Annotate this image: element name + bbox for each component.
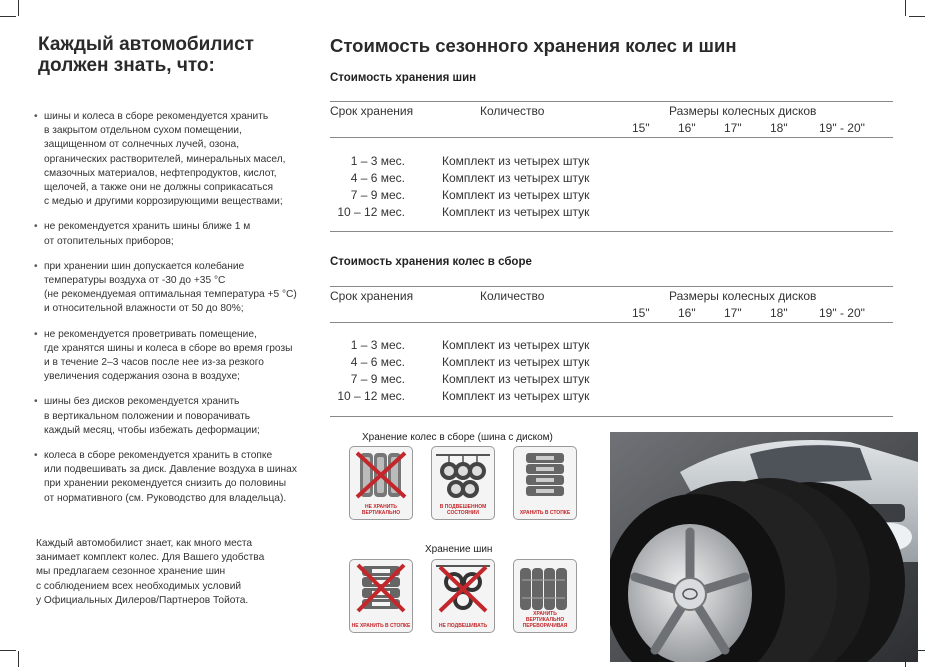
closing-paragraph: Каждый автомобилист знает, как много места занимает комплект колес. Для Вашего удобства мы предлагаем сезонное хранение шин с соблюдением всех необходимых условий у Официальных Дилеров/Партнеров Тойота. (36, 538, 265, 606)
table-rule (330, 286, 893, 287)
pictogram-caption: ХРАНИТЬ В СТОПКЕ (519, 510, 571, 516)
table-rule (330, 322, 893, 323)
size-18: 18" (770, 306, 788, 320)
section-title-tires: Стоимость хранения шин (330, 72, 477, 84)
row-period: 4 – 6 мес. (350, 171, 405, 185)
tip-item: • шины без дисков рекомендуется хранить в вертикальном положении и поворачивать каждый месяц, чтобы избежать деформации; (30, 395, 320, 438)
header-period: Срок хранения (330, 104, 414, 118)
stacked-wheels-icon (514, 447, 576, 519)
header-quantity: Количество (480, 104, 545, 118)
header-quantity: Количество (480, 289, 545, 303)
tire-stack-crossed-icon (350, 560, 412, 632)
row-quantity: Комплект из четырех штук (442, 205, 590, 219)
crop-mark (909, 16, 925, 17)
size-16: 16" (678, 121, 696, 135)
table-rule (330, 231, 893, 232)
pictogram-caption: НЕ ПОДВЕШИВАТЬ (438, 623, 488, 629)
row-quantity: Комплект из четырех штук (442, 355, 590, 369)
row-period: 1 – 3 мес. (350, 154, 405, 168)
tip-item: • не рекомендуется проветривать помещение, где хранятся шины и колеса в сборе во время грозы и в течение 2–3 часов после нее из-за резкого увеличения содержания озона в воздухе; (30, 328, 320, 385)
row-period: 4 – 6 мес. (350, 355, 405, 369)
tip-item: • при хранении шин допускается колебание температуры воздуха от -30 до +35 °С (не рекомендуемая оптимальная температура +5 °С) и относительной влажности от 50 до 80%; (30, 260, 320, 317)
tip-item: • не рекомендуется хранить шины ближе 1 м от отопительных приборов; (30, 220, 320, 248)
table-rule (330, 101, 893, 102)
row-period: 10 – 12 мес. (337, 389, 405, 403)
page-title: Стоимость сезонного хранения колес и шин (330, 35, 737, 56)
tire-storage-table (330, 101, 893, 226)
table-row (330, 205, 893, 222)
row-period: 7 – 9 мес. (350, 188, 405, 202)
table-rule (330, 416, 893, 417)
row-quantity: Комплект из четырех штук (442, 171, 590, 185)
table-row (330, 188, 893, 205)
pictogram-wheels-stack (513, 446, 577, 520)
pictogram-title-tires: Хранение шин (425, 544, 493, 555)
pictogram-caption: НЕ ХРАНИТЬ В СТОПКЕ (351, 623, 411, 629)
table-row (330, 154, 893, 171)
header-sizes: Размеры колесных дисков (669, 289, 817, 303)
pictogram-caption: ХРАНИТЬ ВЕРТИКАЛЬНО ПЕРЕВОРАЧИВАЯ (522, 611, 568, 629)
car-tires-image (610, 432, 918, 662)
sidebar (0, 0, 320, 667)
section-title-wheels: Стоимость хранения колес в сборе (330, 256, 532, 268)
table-row (330, 171, 893, 188)
sidebar-title: Каждый автомобилист должен знать, что: (38, 34, 254, 76)
row-quantity: Комплект из четырех штук (442, 389, 590, 403)
size-18: 18" (770, 121, 788, 135)
pictogram-wheels-not-vertical (349, 446, 413, 520)
size-17: 17" (724, 121, 742, 135)
tip-item: • колеса в сборе рекомендуется хранить в стопке или подвешивать за диск. Давление воздуха в шинах при хранении рекомендуется снизить до половины от нормативного (см. Руководство для владельца). (30, 449, 320, 506)
row-period: 7 – 9 мес. (350, 372, 405, 386)
table-row (330, 372, 893, 389)
pictogram-tires-no-hang (431, 559, 495, 633)
tip-item: • шины и колеса в сборе рекомендуется хранить в закрытом отдельном сухом помещении, защищенном от солнечных лучей, озона, органических растворителей, минеральных масел, смазочных материалов, нефтепродуктов, кислот, щелочей, а также они не должны соприкасаться с медью и другими коррозирующими веществами; (30, 110, 320, 209)
pictogram-caption: В ПОДВЕШЕННОМ СОСТОЯНИИ (439, 504, 487, 516)
row-quantity: Комплект из четырех штук (442, 372, 590, 386)
size-16: 16" (678, 306, 696, 320)
row-quantity: Комплект из четырех штук (442, 338, 590, 352)
table-row (330, 338, 893, 355)
size-19-20: 19" - 20" (819, 121, 865, 135)
tips-list (30, 110, 320, 517)
row-quantity: Комплект из четырех штук (442, 154, 590, 168)
size-15: 15" (632, 306, 650, 320)
row-quantity: Комплект из четырех штук (442, 188, 590, 202)
table-rule (330, 137, 893, 138)
table-row (330, 355, 893, 372)
table-row (330, 389, 893, 406)
tires-photo (610, 432, 918, 662)
row-period: 10 – 12 мес. (337, 205, 405, 219)
header-sizes: Размеры колесных дисков (669, 104, 817, 118)
wheel-storage-table (330, 286, 893, 411)
header-period: Срок хранения (330, 289, 414, 303)
pictogram-tires-vertical (513, 559, 577, 633)
size-15: 15" (632, 121, 650, 135)
size-17: 17" (724, 306, 742, 320)
pictogram-tires-no-stack (349, 559, 413, 633)
pictogram-caption: НЕ ХРАНИТЬ ВЕРТИКАЛЬНО (361, 504, 401, 516)
size-19-20: 19" - 20" (819, 306, 865, 320)
crop-mark (905, 0, 906, 16)
hanging-tires-crossed-icon (432, 560, 494, 632)
pictogram-title-wheels: Хранение колес в сборе (шина с диском) (362, 432, 553, 443)
pictogram-wheels-hanging (431, 446, 495, 520)
row-period: 1 – 3 мес. (350, 338, 405, 352)
